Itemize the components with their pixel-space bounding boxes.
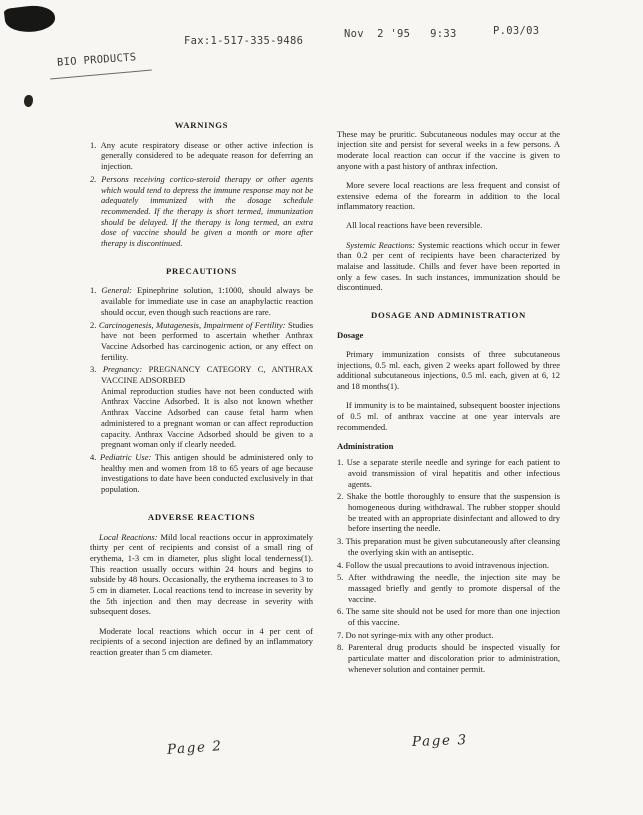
- warnings-item: [90, 140, 313, 172]
- fax-page-counter: P.03/03: [493, 25, 540, 37]
- administration-item: [337, 491, 560, 534]
- item-text: Parenteral drug products should be inspected visually for particulate matter and discoloration prior to administration, whenever solution and container permit.: [348, 642, 560, 674]
- item-label: Pregnancy:: [102, 364, 143, 375]
- document-body: [90, 120, 560, 677]
- section-title-precautions: PRECAUTIONS: [166, 265, 237, 276]
- handwritten-page-note-right: Page 3: [411, 732, 468, 750]
- item-number: 5.: [337, 572, 344, 583]
- section-title-dosage-administration: DOSAGE AND ADMINISTRATION: [371, 310, 526, 321]
- paragraph-text: Systemic reactions which occur in fewer than 0.2 per cent of recipients have been characterized by malaise and lassitude. Chills and fever have been reported in only a few cases. In such instances, immunization should be discontinued.: [337, 239, 560, 293]
- section-title-warnings: WARNINGS: [174, 120, 229, 130]
- item-number: 3.: [90, 364, 97, 375]
- paragraph-text: Mild local reactions occur in approximately thirty per cent of recipients and consist of a small ring of erythema, 1-3 cm in diameter, plus slight local tenderness(1). This reaction usually occurs within 24 hours and begins to subside by 48 hours. Occasionally, the erythema increases to 3 to 5 cm in diameter. Local reactions tend to increase in severity by the 5th injection and then may decrease in severity with subsequent doses.: [90, 531, 314, 617]
- fax-number: Fax:1-517-335-9486: [184, 35, 304, 47]
- item-number: 1.: [337, 457, 344, 468]
- subheading-administration: Administration: [337, 441, 394, 452]
- item-text: Persons receiving cortico-steroid therapy or other agents which would tend to depress the immune response may not be adequately immunized with the dosage schedule recommended. If the therapy is short termed, immunization should be delayed. If the therapy is long termed, an extra dose of vaccine should be given a month or more after therapy is discontinued.: [101, 173, 314, 249]
- item-text: The same site should not be used for more than one injection of this vaccine.: [345, 606, 560, 628]
- item-text: After withdrawing the needle, the injection site may be massaged briefly and gently to promote dispersal of the vaccine.: [348, 572, 560, 604]
- adverse-moderate-reactions-paragraph: Moderate local reactions which occur in 4 per cent of recipients of a second injection are defined by an inflammatory reaction greater than 5 cm diameter.: [90, 625, 313, 658]
- right-column: [337, 120, 560, 677]
- item-continuation: Animal reproduction studies have not been conducted with Anthrax Vaccine Adsorbed. It is also not known whether Anthrax Vaccine Adsorbed can cause fetal harm when administered to a pregnant woman or can affect reproduction capacity. Anthrax Vaccine Adsorbed should be given to a pregnant woman only if clearly needed.: [101, 385, 313, 450]
- item-text: Epinephrine solution, 1:1000, should always be available for immediate use in case an anaphylactic reaction should occur, even though such reactions are rare.: [101, 285, 314, 317]
- item-number: 1.: [90, 285, 97, 296]
- item-number: 4.: [337, 559, 344, 570]
- item-text: Use a separate sterile needle and syringe for each patient to avoid transmission of viral hepatitis and other infectious agents.: [346, 457, 560, 489]
- section-title-adverse-reactions: ADVERSE REACTIONS: [147, 511, 256, 522]
- dosage-booster-paragraph: If immunity is to be maintained, subsequent booster injections of 0.5 ml. of anthrax vaccine at one year intervals are recommended.: [337, 400, 560, 432]
- adverse-local-reactions-paragraph: [90, 532, 313, 618]
- item-number: 3.: [337, 536, 344, 547]
- administration-item: [337, 457, 560, 489]
- item-number: 6.: [337, 606, 344, 617]
- precautions-item: [90, 285, 313, 317]
- administration-item: [337, 630, 560, 641]
- item-text: Studies have not been performed to ascertain whether Anthrax Vaccine Adsorbed has carcinogenic action, or any effect on fertility.: [101, 319, 314, 362]
- item-number: 2.: [90, 319, 97, 330]
- item-text: This preparation must be given subcutaneously after cleansing the overlying skin with an antiseptic.: [345, 536, 560, 557]
- precautions-item: [90, 452, 313, 495]
- left-column: [90, 120, 313, 677]
- item-number: 4.: [90, 451, 97, 462]
- item-label: Pediatric Use:: [100, 451, 152, 462]
- item-number: 2.: [337, 491, 344, 502]
- severe-reactions-paragraph: More severe local reactions are less frequent and consist of extensive edema of the forearm in addition to the local inflammatory reaction.: [337, 179, 560, 212]
- item-text: Any acute respiratory disease or other active infection is generally considered to be adequate reason for deferring an injection.: [100, 139, 313, 172]
- item-text: Shake the bottle thoroughly to ensure that the suspension is homogeneous during withdrawal. The rubber stopper should be treated with an appropriate disinfectant and allowed to dry before inserting the needle.: [346, 491, 560, 534]
- warnings-item: [90, 174, 313, 249]
- item-text: Follow the usual precautions to avoid intravenous injection.: [345, 559, 549, 570]
- precautions-item: [90, 320, 313, 363]
- dosage-paragraph: Primary immunization consists of three subcutaneous injections, 0.5 ml. each, given 2 weeks apart followed by three additional subcutaneous injections, 0.5 ml. each, given at 6, 12 and 18 months(1).: [337, 349, 560, 392]
- item-text: PREGNANCY CATEGORY C, ANTHRAX VACCINE ADSORBED: [101, 364, 314, 386]
- paragraph-lead: Systemic Reactions:: [346, 239, 416, 250]
- paragraph-lead: Local Reactions:: [99, 531, 158, 542]
- fax-sender-stamp: BIO PRODUCTS: [56, 51, 137, 69]
- administration-item: [337, 536, 560, 557]
- precautions-item: [90, 364, 313, 450]
- fax-datetime: Nov 2 '95 9:33: [344, 28, 457, 40]
- administration-item: [337, 606, 560, 627]
- item-label: General:: [101, 285, 133, 296]
- item-number: 8.: [337, 642, 344, 653]
- systemic-reactions-paragraph: [337, 240, 560, 294]
- administration-item: [337, 572, 560, 604]
- item-number: 7.: [337, 629, 344, 640]
- subheading-dosage: Dosage: [337, 329, 364, 340]
- reversible-reactions-line: All local reactions have been reversible.: [346, 220, 483, 231]
- item-text: This antigen should be administered only to healthy men and women from 18 to 65 years of age because investigations to date have been conducted exclusively in that population.: [101, 451, 313, 495]
- handwritten-page-note-left: Page 2: [166, 738, 224, 758]
- item-number: 1.: [90, 139, 97, 150]
- scan-artifact-dot: [24, 95, 33, 107]
- item-text: Do not syringe-mix with any other product.: [345, 629, 494, 640]
- item-number: 2.: [90, 173, 97, 184]
- administration-item: [337, 560, 560, 571]
- administration-item: [337, 642, 560, 674]
- scan-artifact-corner: [4, 3, 57, 35]
- item-label: Carcinogenesis, Mutagenesis, Impairment of Fertility:: [98, 319, 286, 330]
- adverse-continuation-paragraph: These may be pruritic. Subcutaneous nodules may occur at the injection site and persist for several weeks in a few persons. A moderate local reaction can occur if the vaccine is given to anyone with a past history of anthrax infection.: [337, 128, 560, 171]
- fax-sender-underline: [50, 70, 152, 80]
